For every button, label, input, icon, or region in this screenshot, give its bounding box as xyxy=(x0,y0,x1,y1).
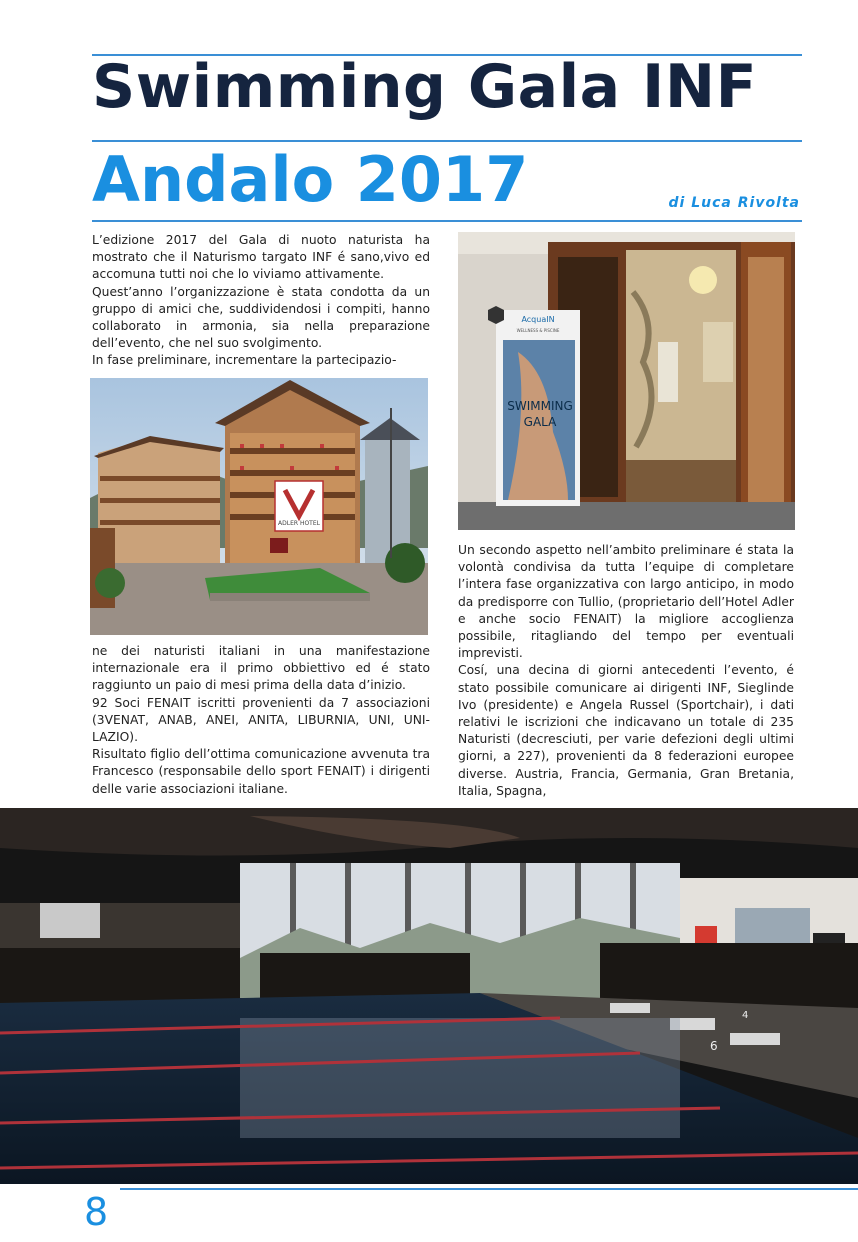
page-number: 8 xyxy=(84,1190,109,1234)
entrance-photo xyxy=(458,232,795,530)
footer-rule xyxy=(120,1188,858,1190)
paragraph: Cosí, una decina di giorni antecedenti l’evento, é stato possibile comunicare ai dirigenti INF, Sieglinde Ivo (presidente) e Angela Russel (Sportchair), i dati relativi le iscrizioni che indicavano un totale di 235 Naturisti (decresciuti, per varie defezioni degli ultimi giorni, a 227), provenienti da 8 federazioni europee diverse. Austria, Francia, Germania, Gran Bretania, Italia, Spagna, xyxy=(458,663,794,798)
hotel-sign-text: ADLER HOTEL xyxy=(278,520,320,527)
paragraph: L’edizione 2017 del Gala di nuoto naturista ha mostrato che il Naturismo targato INF é sano,vivo ed accomuna tutti noi che lo viviamo attivamente. xyxy=(92,233,430,282)
banner-line2: GALA xyxy=(523,415,557,429)
left-column-bottom xyxy=(92,643,430,798)
mid-rule xyxy=(92,140,802,142)
author-byline: di Luca Rivolta xyxy=(668,195,800,211)
header-bottom-rule xyxy=(92,220,802,222)
banner-brand: AcquaIN xyxy=(521,315,555,324)
paragraph: Un secondo aspetto nell’ambito preliminare é stata la volontà condivisa da tutta l’equipe di completare l’intera fase organizzativa con largo anticipo, in modo da predisporre con Tullio, (proprietario dell’Hotel Adler e anche socio FENAIT) la migliore accoglienza possibile, ritagliando del tempo per eventuali imprevisti. xyxy=(458,543,794,661)
paragraph: In fase preliminare, incrementare la partecipazio- xyxy=(92,353,397,368)
lane-number: 4 xyxy=(742,1010,749,1021)
subheadline: Andalo 2017 xyxy=(92,143,529,216)
lane-number: 6 xyxy=(710,1039,718,1053)
banner-brand-sub: WELLNESS & PISCINE xyxy=(516,328,560,333)
paragraph: ne dei naturisti italiani in una manifestazione internazionale era il primo obbiettivo ed é stato raggiunto un paio di mesi prima della data d’inizio. xyxy=(92,644,430,693)
left-column-top xyxy=(92,232,430,370)
right-column xyxy=(458,542,794,800)
paragraph: Quest’anno l’organizzazione è stata condotta da un gruppo di amici che, suddividendosi i compiti, hanno collaborato in armonia, sia nella preparazione dell’evento, che nel suo svolgimento. xyxy=(92,284,430,351)
paragraph: Risultato figlio dell’ottima comunicazione avvenuta tra Francesco (responsabile dello sport FENAIT) i dirigenti delle varie associazioni italiane. xyxy=(92,747,430,796)
pool-photo xyxy=(0,808,858,1184)
banner-line1: SWIMMING xyxy=(507,399,573,413)
paragraph: 92 Soci FENAIT iscritti provenienti da 7 associazioni (3VENAT, ANAB, ANEI, ANITA, LIBURNIA, UNI, UNI-LAZIO). xyxy=(92,695,430,745)
headline: Swimming Gala INF xyxy=(92,52,758,122)
hotel-photo xyxy=(90,378,428,635)
